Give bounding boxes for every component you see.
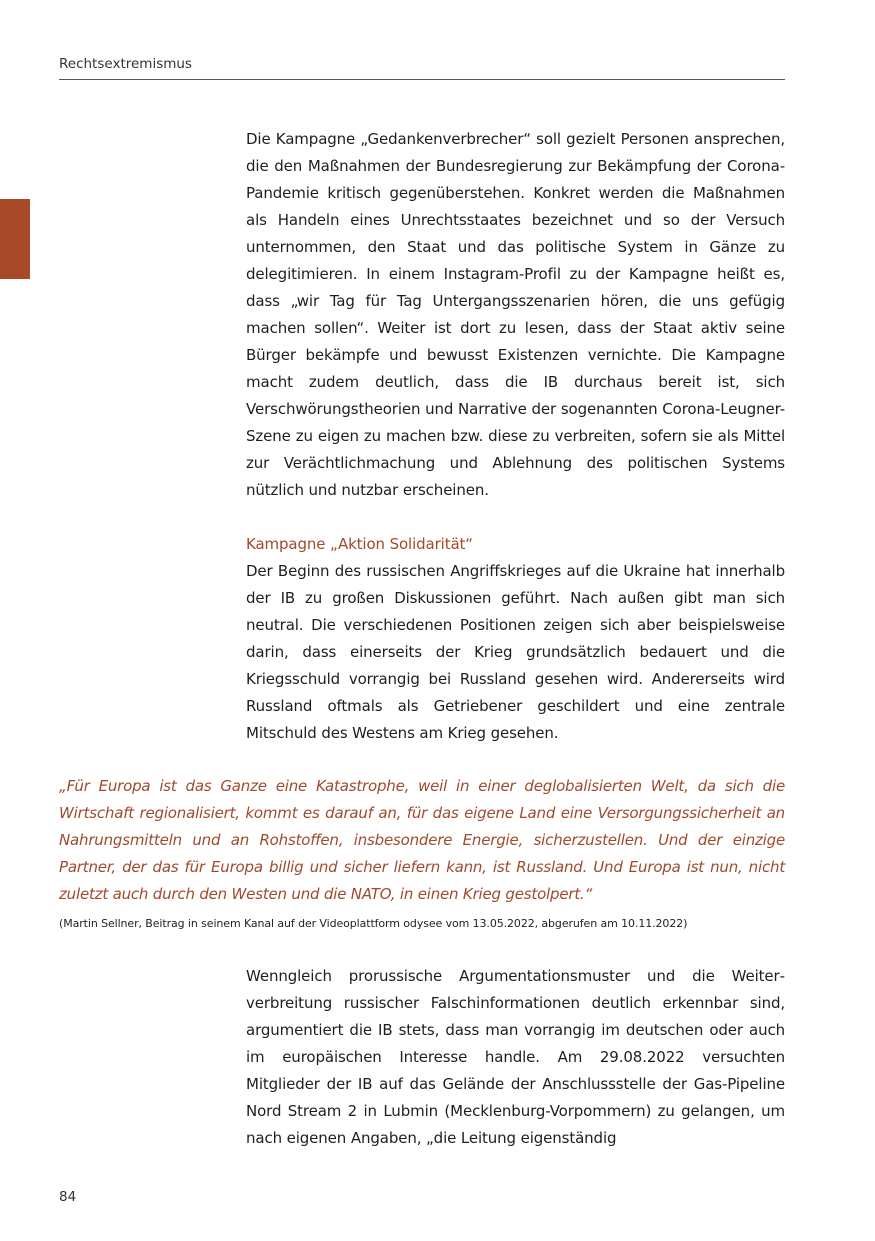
quote-source: (Martin Sellner, Beitrag in seinem Kanal auf der Videoplattform odysee vom 13.05.2022, abgerufen am 10.11.2022) bbox=[59, 917, 688, 930]
pull-quote: „Für Europa ist das Ganze eine Katastrophe, weil in einer deglobalisierten Welt, da sich die Wirtschaft regionalisiert, kommt es darauf an, für das eigene Land eine Versorgungssicherheit an Nahrungsmitteln und an Rohstoffen, insbesondere Energie, sicherzustellen. Und der einzige Partner, der das für Europa billig und sicher liefern kann, ist Russland. Und Europa ist nun, nicht zuletzt auch durch den Westen und die NATO, in einen Krieg gestolpert.“ bbox=[59, 777, 785, 903]
body-paragraph: Die Kampagne „Gedankenverbrecher“ soll gezielt Personen ansprechen, die den Maßnahmen der Bundesregierung zur Bekämpfung der Corona-Pandemie kritisch gegenüberstehen. Konkret werden die Maßnahmen als Handeln eines Unrechtsstaates bezeichnet und so der Versuch unternommen, den Staat und das politische System in Gänze zu delegitimieren. In einem Instagram-Profil zu der Kampagne heißt es, dass „wir Tag für Tag Untergangsszenarien hören, die uns gefügig machen sollen“. Weiter ist dort zu lesen, dass der Staat aktiv seine Bürger bekämpfe und bewusst Existenzen vernichte. Die Kampagne macht zudem deutlich, dass die IB durchaus bereit ist, sich Verschwörungstheorien und Narrative der sogenannten Corona-Leugner-Szene zu eigen zu machen bzw. diese zu verbreiten, sofern sie als Mittel zur Verächtlichmachung und Ablehnung des politischen Systems nützlich und nutzbar erscheinen. bbox=[246, 130, 785, 499]
section-gedankenverbrecher bbox=[246, 126, 785, 504]
section-aktion-solidaritaet bbox=[246, 531, 785, 747]
chapter-tab-marker bbox=[0, 199, 30, 279]
body-paragraph: Der Beginn des russischen Angriffskrieges auf die Ukraine hat innerhalb der IB zu großen Diskussionen geführt. Nach außen gibt man sich neutral. Die verschiedenen Positionen zeigen sich aber beispielsweise darin, dass einerseits der Krieg grundsätzlich bedauert und die Kriegsschuld vorrangig bei Russland gesehen wird. Andererseits wird Russland oftmals als Getriebener geschildert und eine zentrale Mitschuld des Westens am Krieg gesehen. bbox=[246, 562, 785, 742]
running-header: Rechtsextremismus bbox=[59, 56, 785, 80]
body-paragraph: Wenngleich prorussische Argumentationsmuster und die Weiterverbreitung russischer Falschinformationen deutlich erkennbar sind, argumentiert die IB stets, dass man vorrangig im deutschen oder auch im europäischen Interesse handle. Am 29.08.2022 versuchten Mitglieder der IB auf das Gelände der Anschlussstelle der Gas-Pipeline Nord Stream 2 in Lubmin (Mecklenburg-Vorpommern) zu gelangen, um nach eigenen Angaben, „die Leitung eigenständig bbox=[246, 967, 785, 1147]
section-heading: Kampagne „Aktion Solidarität“ bbox=[246, 535, 473, 553]
section-continuation bbox=[246, 963, 785, 1152]
page-number: 84 bbox=[59, 1189, 77, 1205]
